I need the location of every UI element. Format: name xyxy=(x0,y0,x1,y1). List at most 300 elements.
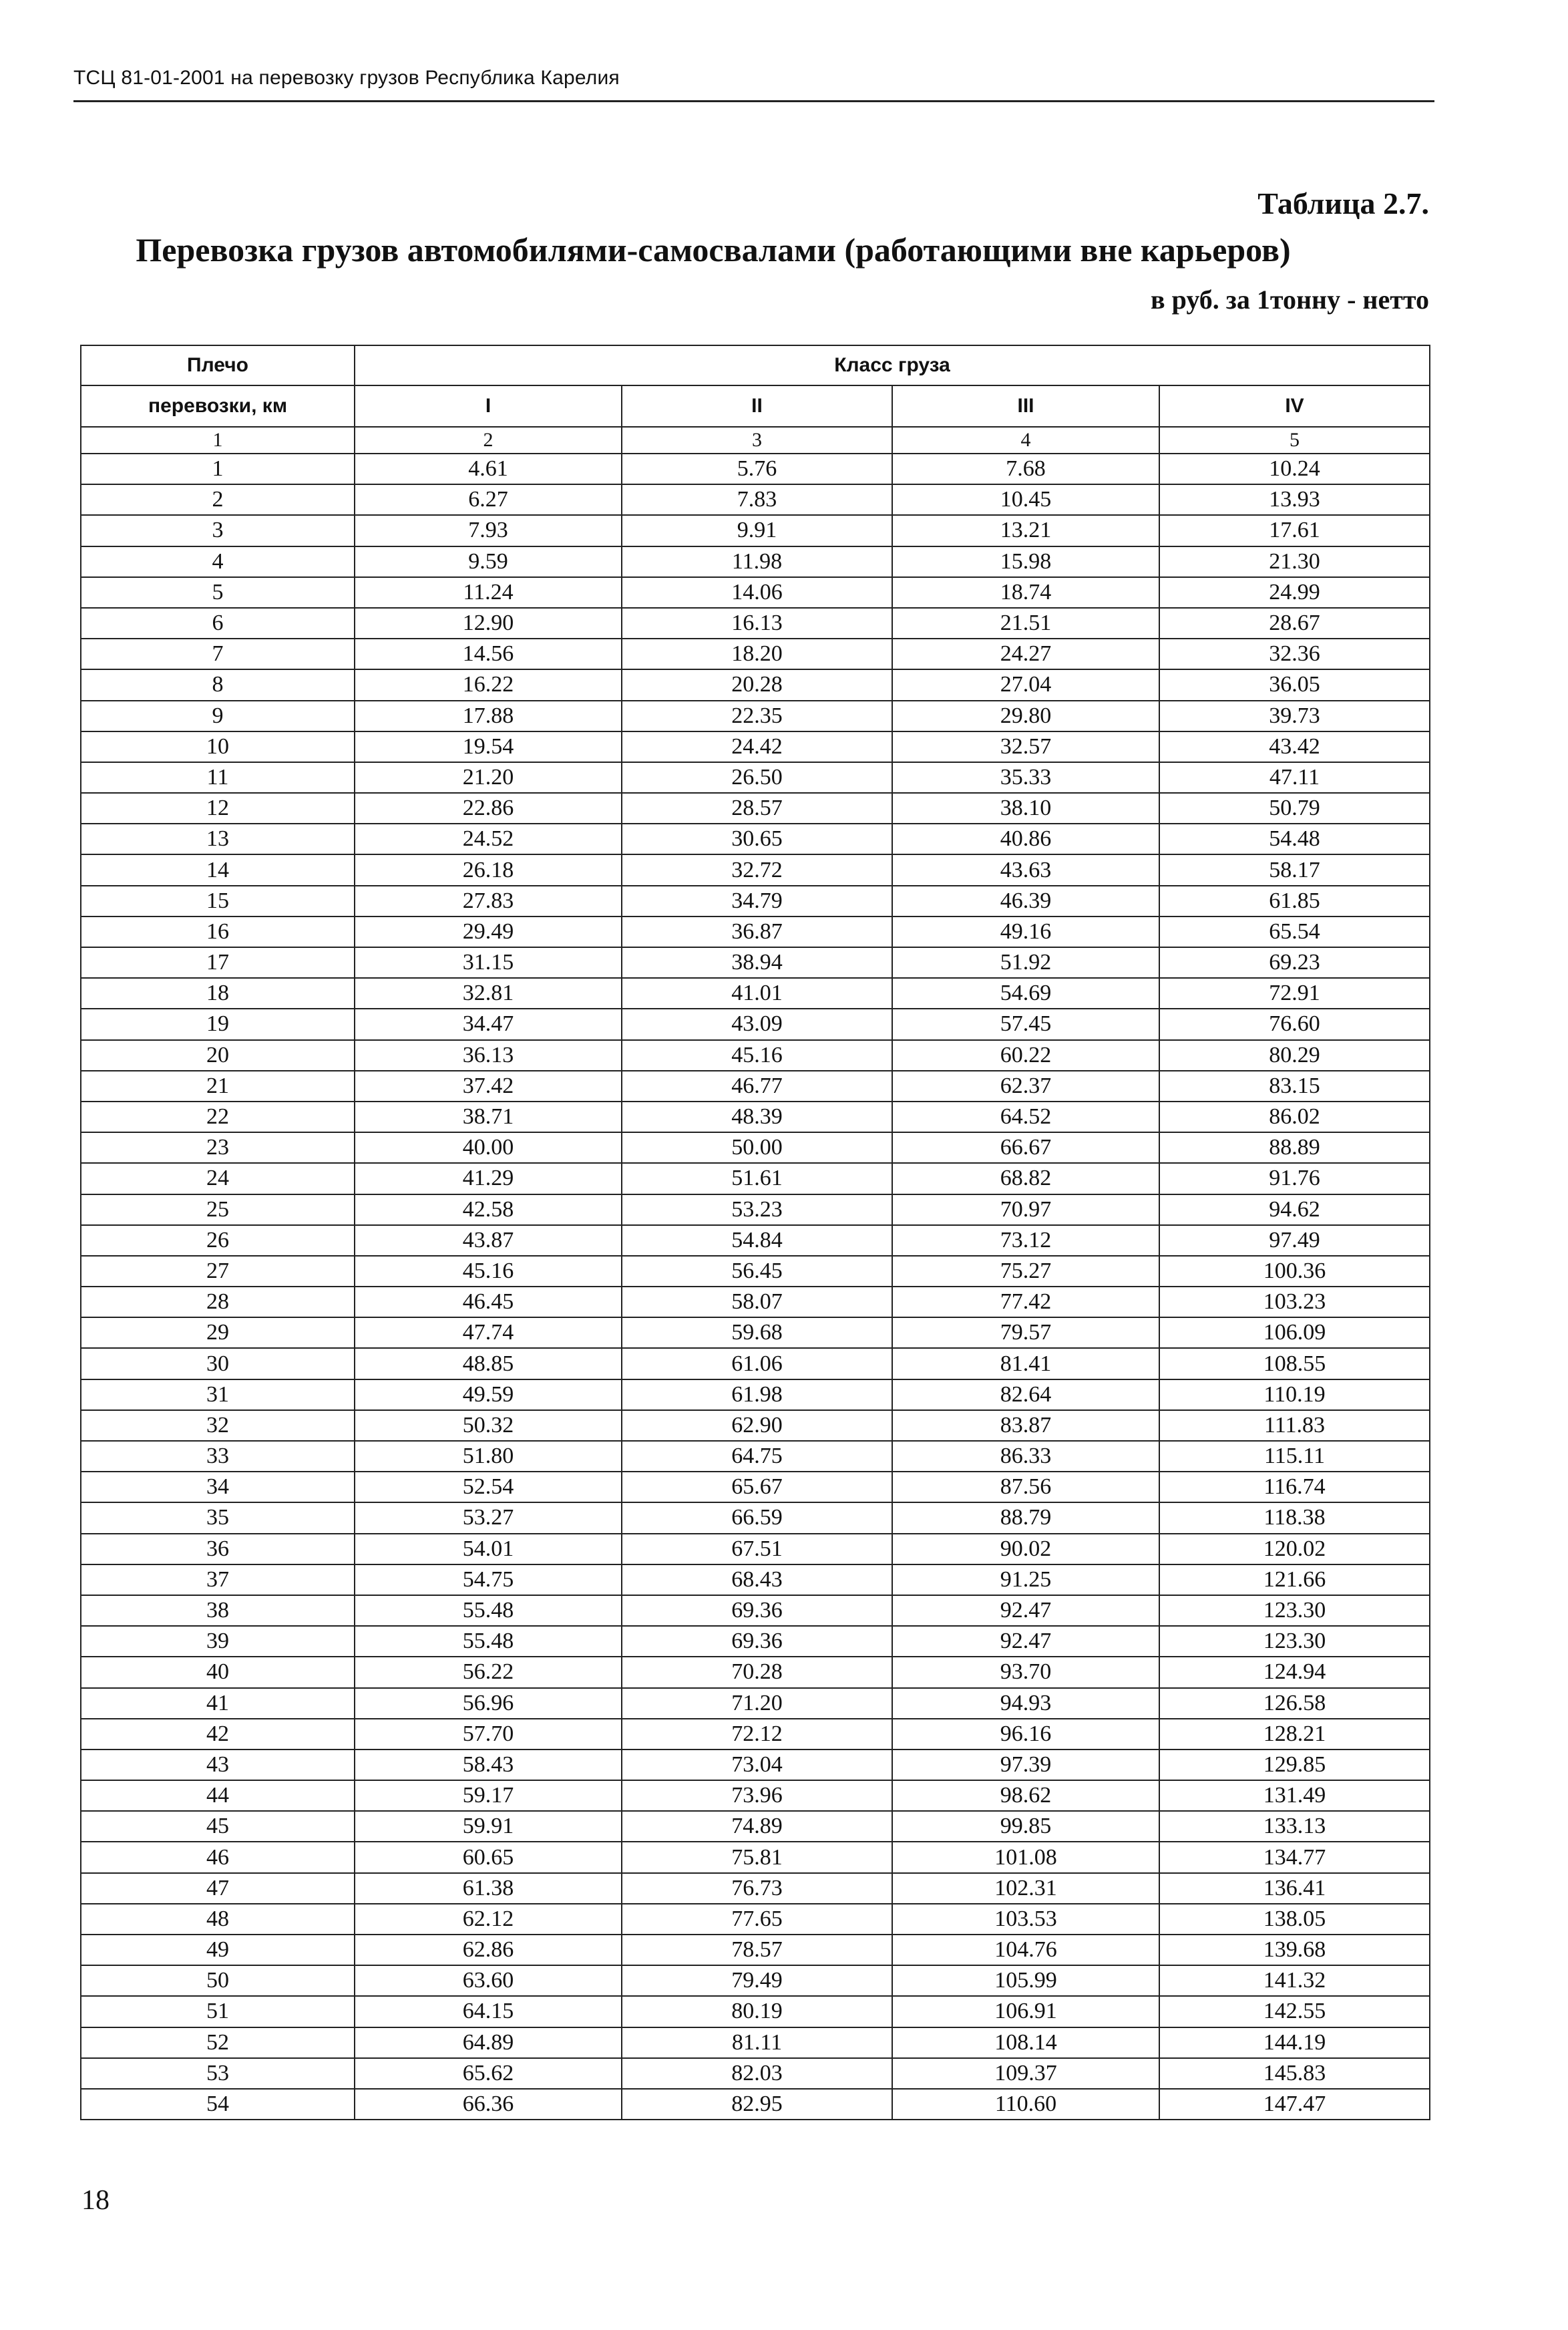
rate-cell: 38.94 xyxy=(622,947,892,978)
table-row xyxy=(81,608,1430,639)
table-row xyxy=(81,1132,1430,1163)
rate-cell: 17.61 xyxy=(1159,515,1430,546)
table-row xyxy=(81,731,1430,762)
rate-cell: 61.85 xyxy=(1159,886,1430,917)
table-row xyxy=(81,1811,1430,1842)
rate-cell: 115.11 xyxy=(1159,1441,1430,1472)
distance-cell: 5 xyxy=(81,577,355,608)
rate-cell: 75.27 xyxy=(892,1256,1159,1287)
rate-cell: 21.51 xyxy=(892,608,1159,639)
rate-cell: 62.37 xyxy=(892,1071,1159,1102)
rate-cell: 24.27 xyxy=(892,639,1159,669)
rate-cell: 61.06 xyxy=(622,1348,892,1379)
rate-cell: 4.61 xyxy=(355,454,622,484)
rate-cell: 102.31 xyxy=(892,1873,1159,1904)
rate-cell: 34.79 xyxy=(622,886,892,917)
rate-cell: 76.60 xyxy=(1159,1009,1430,1039)
rate-cell: 9.59 xyxy=(355,546,622,577)
column-number: 4 xyxy=(892,427,1159,454)
table-row xyxy=(81,1688,1430,1719)
rate-cell: 101.08 xyxy=(892,1842,1159,1872)
distance-cell: 46 xyxy=(81,1842,355,1872)
table-row xyxy=(81,1780,1430,1811)
rate-cell: 91.76 xyxy=(1159,1163,1430,1194)
distance-cell: 14 xyxy=(81,854,355,885)
rate-cell: 93.70 xyxy=(892,1657,1159,1687)
rate-cell: 123.30 xyxy=(1159,1626,1430,1657)
table-row xyxy=(81,793,1430,824)
distance-cell: 38 xyxy=(81,1595,355,1626)
rate-cell: 10.45 xyxy=(892,484,1159,515)
distance-cell: 36 xyxy=(81,1534,355,1564)
table-row xyxy=(81,546,1430,577)
rate-cell: 121.66 xyxy=(1159,1564,1430,1595)
distance-cell: 42 xyxy=(81,1719,355,1750)
table-row xyxy=(81,917,1430,947)
table-row xyxy=(81,1102,1430,1132)
distance-cell: 19 xyxy=(81,1009,355,1039)
distance-cell: 12 xyxy=(81,793,355,824)
rate-cell: 46.77 xyxy=(622,1071,892,1102)
table-row xyxy=(81,454,1430,484)
rate-cell: 48.39 xyxy=(622,1102,892,1132)
rate-cell: 91.25 xyxy=(892,1564,1159,1595)
rate-cell: 50.32 xyxy=(355,1410,622,1441)
rate-cell: 64.52 xyxy=(892,1102,1159,1132)
table-row xyxy=(81,1287,1430,1317)
rate-cell: 139.68 xyxy=(1159,1935,1430,1965)
distance-cell: 28 xyxy=(81,1287,355,1317)
rate-cell: 60.65 xyxy=(355,1842,622,1872)
distance-cell: 45 xyxy=(81,1811,355,1842)
rate-cell: 26.50 xyxy=(622,762,892,793)
table-row xyxy=(81,1595,1430,1626)
col-distance-header-2: перевозки, км xyxy=(81,385,355,427)
rate-cell: 11.98 xyxy=(622,546,892,577)
rate-cell: 22.86 xyxy=(355,793,622,824)
distance-cell: 54 xyxy=(81,2089,355,2120)
rate-cell: 51.92 xyxy=(892,947,1159,978)
rate-cell: 16.13 xyxy=(622,608,892,639)
distance-cell: 20 xyxy=(81,1040,355,1071)
rate-cell: 12.90 xyxy=(355,608,622,639)
distance-cell: 51 xyxy=(81,1996,355,2027)
distance-cell: 24 xyxy=(81,1163,355,1194)
table-row xyxy=(81,577,1430,608)
rate-cell: 98.62 xyxy=(892,1780,1159,1811)
rate-cell: 40.86 xyxy=(892,824,1159,854)
table-row xyxy=(81,1996,1430,2027)
column-number: 1 xyxy=(81,427,355,454)
table-row xyxy=(81,701,1430,731)
distance-cell: 11 xyxy=(81,762,355,793)
rate-cell: 36.13 xyxy=(355,1040,622,1071)
rate-cell: 78.57 xyxy=(622,1935,892,1965)
rate-cell: 65.62 xyxy=(355,2058,622,2089)
rate-cell: 32.36 xyxy=(1159,639,1430,669)
rate-cell: 58.07 xyxy=(622,1287,892,1317)
rate-cell: 13.93 xyxy=(1159,484,1430,515)
distance-cell: 16 xyxy=(81,917,355,947)
rate-cell: 73.04 xyxy=(622,1750,892,1780)
distance-cell: 10 xyxy=(81,731,355,762)
table-row xyxy=(81,1472,1430,1502)
distance-cell: 50 xyxy=(81,1965,355,1996)
rate-cell: 64.15 xyxy=(355,1996,622,2027)
rate-cell: 131.49 xyxy=(1159,1780,1430,1811)
table-row xyxy=(81,639,1430,669)
distance-cell: 1 xyxy=(81,454,355,484)
rate-cell: 16.22 xyxy=(355,669,622,700)
rate-cell: 116.74 xyxy=(1159,1472,1430,1502)
rate-cell: 83.15 xyxy=(1159,1071,1430,1102)
rate-cell: 35.33 xyxy=(892,762,1159,793)
rate-cell: 136.41 xyxy=(1159,1873,1430,1904)
distance-cell: 9 xyxy=(81,701,355,731)
rate-cell: 11.24 xyxy=(355,577,622,608)
rate-cell: 96.16 xyxy=(892,1719,1159,1750)
rate-cell: 51.80 xyxy=(355,1441,622,1472)
rate-cell: 77.42 xyxy=(892,1287,1159,1317)
table-row xyxy=(81,1965,1430,1996)
rate-cell: 63.60 xyxy=(355,1965,622,1996)
distance-cell: 34 xyxy=(81,1472,355,1502)
table-row xyxy=(81,669,1430,700)
table-row xyxy=(81,1719,1430,1750)
rate-cell: 65.54 xyxy=(1159,917,1430,947)
rate-cell: 5.76 xyxy=(622,454,892,484)
rate-cell: 60.22 xyxy=(892,1040,1159,1071)
rate-cell: 34.47 xyxy=(355,1009,622,1039)
rate-cell: 50.79 xyxy=(1159,793,1430,824)
page-number: 18 xyxy=(81,2185,110,2216)
rate-cell: 65.67 xyxy=(622,1472,892,1502)
rate-cell: 76.73 xyxy=(622,1873,892,1904)
rate-cell: 43.63 xyxy=(892,854,1159,885)
table-row xyxy=(81,484,1430,515)
rate-cell: 110.19 xyxy=(1159,1379,1430,1410)
rate-cell: 72.91 xyxy=(1159,978,1430,1009)
table-row xyxy=(81,854,1430,885)
rate-cell: 87.56 xyxy=(892,1472,1159,1502)
rate-cell: 81.41 xyxy=(892,1348,1159,1379)
distance-cell: 53 xyxy=(81,2058,355,2089)
table-row xyxy=(81,1750,1430,1780)
rate-cell: 54.01 xyxy=(355,1534,622,1564)
table-row xyxy=(81,886,1430,917)
distance-cell: 49 xyxy=(81,1935,355,1965)
rate-cell: 108.55 xyxy=(1159,1348,1430,1379)
rate-cell: 43.42 xyxy=(1159,731,1430,762)
rate-cell: 32.57 xyxy=(892,731,1159,762)
rate-cell: 105.99 xyxy=(892,1965,1159,1996)
table-row xyxy=(81,2089,1430,2120)
rate-cell: 123.30 xyxy=(1159,1595,1430,1626)
rate-cell: 79.49 xyxy=(622,1965,892,1996)
rate-cell: 92.47 xyxy=(892,1626,1159,1657)
page-title: Перевозка грузов автомобилями-самосвалами (работающими вне карьеров) xyxy=(136,231,1291,269)
distance-cell: 29 xyxy=(81,1317,355,1348)
table-row xyxy=(81,978,1430,1009)
rates-table xyxy=(80,345,1430,2120)
distance-cell: 22 xyxy=(81,1102,355,1132)
rate-cell: 27.04 xyxy=(892,669,1159,700)
class-header-iv: IV xyxy=(1159,385,1430,427)
rate-cell: 59.17 xyxy=(355,1780,622,1811)
rate-cell: 62.90 xyxy=(622,1410,892,1441)
distance-cell: 13 xyxy=(81,824,355,854)
rate-cell: 22.35 xyxy=(622,701,892,731)
rate-cell: 32.72 xyxy=(622,854,892,885)
rate-cell: 62.12 xyxy=(355,1904,622,1935)
distance-cell: 47 xyxy=(81,1873,355,1904)
rate-cell: 71.20 xyxy=(622,1688,892,1719)
rate-cell: 74.89 xyxy=(622,1811,892,1842)
units-caption: в руб. за 1тонну - нетто xyxy=(1151,285,1429,315)
rate-cell: 14.56 xyxy=(355,639,622,669)
rate-cell: 145.83 xyxy=(1159,2058,1430,2089)
distance-cell: 31 xyxy=(81,1379,355,1410)
rate-cell: 111.83 xyxy=(1159,1410,1430,1441)
rate-cell: 18.74 xyxy=(892,577,1159,608)
rate-cell: 92.47 xyxy=(892,1595,1159,1626)
rate-cell: 15.98 xyxy=(892,546,1159,577)
rate-cell: 118.38 xyxy=(1159,1502,1430,1533)
rate-cell: 53.23 xyxy=(622,1194,892,1225)
rate-cell: 51.61 xyxy=(622,1163,892,1194)
rate-cell: 99.85 xyxy=(892,1811,1159,1842)
distance-cell: 3 xyxy=(81,515,355,546)
table-row xyxy=(81,2027,1430,2058)
rate-cell: 24.42 xyxy=(622,731,892,762)
rate-cell: 28.57 xyxy=(622,793,892,824)
rate-cell: 80.19 xyxy=(622,1996,892,2027)
class-header-iii: III xyxy=(892,385,1159,427)
rate-cell: 38.71 xyxy=(355,1102,622,1132)
rate-cell: 19.54 xyxy=(355,731,622,762)
header-rule xyxy=(73,100,1434,102)
rate-cell: 97.49 xyxy=(1159,1225,1430,1256)
column-number: 3 xyxy=(622,427,892,454)
table-row xyxy=(81,1040,1430,1071)
distance-cell: 23 xyxy=(81,1132,355,1163)
rate-cell: 88.89 xyxy=(1159,1132,1430,1163)
distance-cell: 48 xyxy=(81,1904,355,1935)
rate-cell: 53.27 xyxy=(355,1502,622,1533)
rate-cell: 69.36 xyxy=(622,1595,892,1626)
rate-cell: 39.73 xyxy=(1159,701,1430,731)
rate-cell: 138.05 xyxy=(1159,1904,1430,1935)
rate-cell: 18.20 xyxy=(622,639,892,669)
rate-cell: 7.93 xyxy=(355,515,622,546)
rate-cell: 43.09 xyxy=(622,1009,892,1039)
distance-cell: 44 xyxy=(81,1780,355,1811)
rate-cell: 66.59 xyxy=(622,1502,892,1533)
rate-cell: 73.96 xyxy=(622,1780,892,1811)
rate-cell: 27.83 xyxy=(355,886,622,917)
rate-cell: 134.77 xyxy=(1159,1842,1430,1872)
header-row-group xyxy=(81,345,1430,385)
rate-cell: 141.32 xyxy=(1159,1965,1430,1996)
rate-cell: 82.03 xyxy=(622,2058,892,2089)
rate-cell: 32.81 xyxy=(355,978,622,1009)
rate-cell: 82.95 xyxy=(622,2089,892,2120)
rate-cell: 70.97 xyxy=(892,1194,1159,1225)
rate-cell: 64.89 xyxy=(355,2027,622,2058)
rate-cell: 45.16 xyxy=(622,1040,892,1071)
table-row xyxy=(81,1904,1430,1935)
rate-cell: 54.69 xyxy=(892,978,1159,1009)
distance-cell: 18 xyxy=(81,978,355,1009)
table-row xyxy=(81,1009,1430,1039)
distance-cell: 32 xyxy=(81,1410,355,1441)
table-row xyxy=(81,824,1430,854)
rate-cell: 36.87 xyxy=(622,917,892,947)
rate-cell: 29.49 xyxy=(355,917,622,947)
rate-cell: 61.98 xyxy=(622,1379,892,1410)
table-row xyxy=(81,1564,1430,1595)
rate-cell: 82.64 xyxy=(892,1379,1159,1410)
rate-cell: 86.02 xyxy=(1159,1102,1430,1132)
rate-cell: 58.17 xyxy=(1159,854,1430,885)
table-row xyxy=(81,1534,1430,1564)
rate-cell: 129.85 xyxy=(1159,1750,1430,1780)
rate-cell: 97.39 xyxy=(892,1750,1159,1780)
rate-cell: 54.75 xyxy=(355,1564,622,1595)
rate-cell: 46.39 xyxy=(892,886,1159,917)
rate-cell: 54.84 xyxy=(622,1225,892,1256)
rate-cell: 147.47 xyxy=(1159,2089,1430,2120)
rate-cell: 10.24 xyxy=(1159,454,1430,484)
table-row xyxy=(81,1256,1430,1287)
rate-cell: 31.15 xyxy=(355,947,622,978)
table-label: Таблица 2.7. xyxy=(1257,186,1429,220)
rate-cell: 61.38 xyxy=(355,1873,622,1904)
distance-cell: 21 xyxy=(81,1071,355,1102)
class-group-header: Класс груза xyxy=(355,345,1430,385)
rate-cell: 56.45 xyxy=(622,1256,892,1287)
distance-cell: 4 xyxy=(81,546,355,577)
rate-cell: 79.57 xyxy=(892,1317,1159,1348)
rate-cell: 14.06 xyxy=(622,577,892,608)
distance-cell: 26 xyxy=(81,1225,355,1256)
rate-cell: 94.93 xyxy=(892,1688,1159,1719)
rate-cell: 38.10 xyxy=(892,793,1159,824)
rate-cell: 106.91 xyxy=(892,1996,1159,2027)
rate-cell: 70.28 xyxy=(622,1657,892,1687)
rate-cell: 56.96 xyxy=(355,1688,622,1719)
rate-cell: 21.20 xyxy=(355,762,622,793)
rate-cell: 83.87 xyxy=(892,1410,1159,1441)
distance-cell: 27 xyxy=(81,1256,355,1287)
rate-cell: 13.21 xyxy=(892,515,1159,546)
rate-cell: 66.36 xyxy=(355,2089,622,2120)
table-row xyxy=(81,1071,1430,1102)
rate-cell: 54.48 xyxy=(1159,824,1430,854)
rate-cell: 21.30 xyxy=(1159,546,1430,577)
rate-cell: 57.70 xyxy=(355,1719,622,1750)
distance-cell: 35 xyxy=(81,1502,355,1533)
rate-cell: 50.00 xyxy=(622,1132,892,1163)
table-row xyxy=(81,1842,1430,1872)
class-header-ii: II xyxy=(622,385,892,427)
rate-cell: 142.55 xyxy=(1159,1996,1430,2027)
rate-cell: 55.48 xyxy=(355,1626,622,1657)
distance-cell: 6 xyxy=(81,608,355,639)
rate-cell: 109.37 xyxy=(892,2058,1159,2089)
table-row xyxy=(81,947,1430,978)
table-row xyxy=(81,1225,1430,1256)
rate-cell: 42.58 xyxy=(355,1194,622,1225)
rate-cell: 69.36 xyxy=(622,1626,892,1657)
rate-cell: 67.51 xyxy=(622,1534,892,1564)
distance-cell: 7 xyxy=(81,639,355,669)
rate-cell: 7.83 xyxy=(622,484,892,515)
rate-cell: 20.28 xyxy=(622,669,892,700)
table-row xyxy=(81,762,1430,793)
rate-cell: 66.67 xyxy=(892,1132,1159,1163)
rate-cell: 110.60 xyxy=(892,2089,1159,2120)
table-row xyxy=(81,1657,1430,1687)
rate-cell: 47.11 xyxy=(1159,762,1430,793)
rate-cell: 58.43 xyxy=(355,1750,622,1780)
rate-cell: 24.52 xyxy=(355,824,622,854)
table-row xyxy=(81,1502,1430,1533)
rate-cell: 86.33 xyxy=(892,1441,1159,1472)
distance-cell: 40 xyxy=(81,1657,355,1687)
col-distance-header-1: Плечо xyxy=(81,345,355,385)
rate-cell: 69.23 xyxy=(1159,947,1430,978)
rate-cell: 57.45 xyxy=(892,1009,1159,1039)
distance-cell: 33 xyxy=(81,1441,355,1472)
rate-cell: 77.65 xyxy=(622,1904,892,1935)
rate-cell: 26.18 xyxy=(355,854,622,885)
rate-cell: 30.65 xyxy=(622,824,892,854)
rate-cell: 90.02 xyxy=(892,1534,1159,1564)
rate-cell: 144.19 xyxy=(1159,2027,1430,2058)
rate-cell: 80.29 xyxy=(1159,1040,1430,1071)
rate-cell: 59.68 xyxy=(622,1317,892,1348)
rate-cell: 88.79 xyxy=(892,1502,1159,1533)
rate-cell: 106.09 xyxy=(1159,1317,1430,1348)
rate-cell: 41.01 xyxy=(622,978,892,1009)
rate-cell: 41.29 xyxy=(355,1163,622,1194)
rate-cell: 49.16 xyxy=(892,917,1159,947)
rate-cell: 94.62 xyxy=(1159,1194,1430,1225)
distance-cell: 37 xyxy=(81,1564,355,1595)
table-row xyxy=(81,515,1430,546)
table-row xyxy=(81,1410,1430,1441)
distance-cell: 39 xyxy=(81,1626,355,1657)
header-row-classes xyxy=(81,385,1430,427)
rate-cell: 68.82 xyxy=(892,1163,1159,1194)
rate-cell: 81.11 xyxy=(622,2027,892,2058)
rate-cell: 7.68 xyxy=(892,454,1159,484)
rate-cell: 45.16 xyxy=(355,1256,622,1287)
rate-cell: 6.27 xyxy=(355,484,622,515)
class-header-i: I xyxy=(355,385,622,427)
rate-cell: 59.91 xyxy=(355,1811,622,1842)
column-number: 5 xyxy=(1159,427,1430,454)
rate-cell: 120.02 xyxy=(1159,1534,1430,1564)
distance-cell: 52 xyxy=(81,2027,355,2058)
distance-cell: 15 xyxy=(81,886,355,917)
table-body xyxy=(81,427,1430,2120)
rate-cell: 47.74 xyxy=(355,1317,622,1348)
table-row xyxy=(81,1194,1430,1225)
table-row xyxy=(81,1163,1430,1194)
rate-cell: 36.05 xyxy=(1159,669,1430,700)
